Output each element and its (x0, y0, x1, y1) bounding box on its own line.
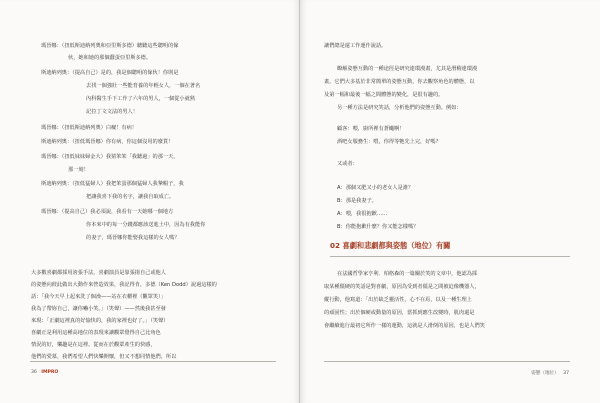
dialogue-line: 伙，她和她的那個蠢蛋亞里斯多德。 (68, 55, 152, 61)
page-number: 37 (563, 371, 569, 376)
dialogue-line: 瑪晉娜：（扭低斯迪納列奧）白癡！有病！ (41, 125, 137, 131)
dialogue-line: 瑪晉娜：（扭低妹妹婦金大）我猜笨笨「我聽過」的那一天， (41, 154, 179, 160)
dialogue-line: 斯迪納列奧：（扭低瑪晉娜）你有病，你這個沒用的廢貨！ (41, 139, 174, 145)
paragraph-line: 在法國哲學家亨利．柏格森的一篇關於笑的文章中，他認為採 (337, 271, 478, 277)
joke-line: B：那是我妻子。 (337, 198, 377, 204)
joke-line: 酒吧女服務生：喂，你得等牠先上完，好嗎？ (337, 139, 441, 145)
dialogue-line: 的妻子，瑪晉娜你能娶我這樣的女人嗎？ (86, 235, 180, 241)
dialogue-line: 那一刻！ (68, 167, 89, 173)
right-footer (531, 370, 569, 376)
paragraph-line: 另一種方法是研究笑話，分析他們的姿態互動。例如： (337, 105, 462, 111)
transition-line: 又或者： (337, 161, 358, 167)
paragraph-line: 取某種僵硬的笑話是對喜劇，原因為受到者僵是之間被迫像機器人， (324, 284, 480, 290)
dialogue-line: 去找一個強壯一些能育養的年輕女人，一個在著名 (86, 83, 201, 89)
section-heading-rule (330, 256, 570, 257)
paragraph-line: 瞭解姿態互動的一種途徑是研究連環漫畫，尤其是潛稽連環漫 (337, 66, 478, 72)
dialogue-line: 你本來中的每一分錢都應該送進土中，因為有我能你 (86, 222, 206, 228)
joke-line: 顧客：喂，廚所裡有蒼蠅啊！ (337, 126, 405, 132)
left-footer (31, 370, 58, 375)
paragraph-line: 及第一幅和最後一幅之間體態的變化，是很有趣的。 (324, 92, 444, 98)
dialogue-line: 斯迪納列奧：（扭低猛婦人）我把笨蛋那個猛婦人我摯帽子，我 (41, 181, 184, 187)
chapter-title: 姿態（地位） (531, 371, 559, 376)
paragraph-line: 他們的愛慕，我們希望人們快樂開懷，但又不想同情他們，所以 (31, 354, 177, 360)
paragraph-line: 情況的好，樂趣是在這裡。從而在於觀眾產生的快感， (31, 342, 156, 348)
paragraph-line: 縱行動，他寫道：「出於缺乏靈活性，心不在焉，以及一種生理上 (324, 297, 472, 303)
page-number: 36 (31, 370, 37, 375)
dialogue-line: 把讓我喜下我的名字，讓我自取成亡。 (86, 194, 175, 200)
paragraph-line: 畫。它們大多基於非常簡單的姿態互動，你去觀察角色的體態，以 (324, 79, 475, 85)
paragraph-line: 話：「我今天早上起來洗了個澡——站在衣櫃裡（觀眾笑）」 (31, 294, 166, 300)
dialogue-line: 瑪晉娜：（扭低斯迪納列奧和亞里斯多德）聽聽這些聰明的傢 (41, 43, 179, 49)
dialogue-line: 記拉丁文文法的男人！ (86, 109, 138, 115)
book-title: IMPRO (41, 370, 59, 375)
paragraph-line: 我為了帶妳自己，讓你嚇小笑。」（笑聲）——然後我甚至發 (31, 306, 166, 312)
dialogue-line: 瑪晉娜：（提高自己）我必須說，我看有一天她哪一個地方 (41, 209, 174, 215)
right-page (300, 0, 600, 403)
paragraph-line: 讓們總是還工作運作說話。 (324, 43, 387, 49)
paragraph-line: 來現：「正劇這裡真的好愉快的，我的家裡也好了。」（笑聲） (31, 318, 169, 324)
joke-line: A：那個又肥又小的老女人是誰？ (337, 185, 414, 191)
dialogue-line: 斯迪納列奧：（提高自己）是的，我是個聰明的傢伙！你則是 (41, 70, 179, 76)
paragraph-line: 喜劇正是利用這種高地位的表現來讓觀眾覺得自己比角色 (31, 330, 161, 336)
dialogue-line: 內科醫生手下工作了六年的男人，一個從小就熟 (86, 96, 195, 102)
section-heading: 02 喜劇和悲劇都與姿態（地位）有關 (330, 241, 451, 250)
paragraph-line: 大多數喜劇都採用誇張手法，喜劇演員是靠張揚自己或他人 (31, 270, 166, 276)
left-footer-rule (30, 361, 276, 362)
paragraph-line: 會繼續進行最初它所作一樣的運動，這就是人滑倒的原因，也是人們笑 (324, 323, 485, 329)
joke-line: A：喂，我很抱歉…… (337, 211, 388, 217)
paragraph-line: 的頑固性；出於個硬或動量的原因，當抓到應生改變時，肌肉還是 (324, 310, 475, 316)
right-footer-rule (324, 361, 570, 362)
joke-line: B：你能抱歉什麼？你又能怎樣嗎？ (337, 224, 419, 230)
paragraph-line: 的姿態向彼此做出大動作來營造效果，我記得肯，多德（Ken Dodd）說過這樣的 (31, 282, 217, 288)
